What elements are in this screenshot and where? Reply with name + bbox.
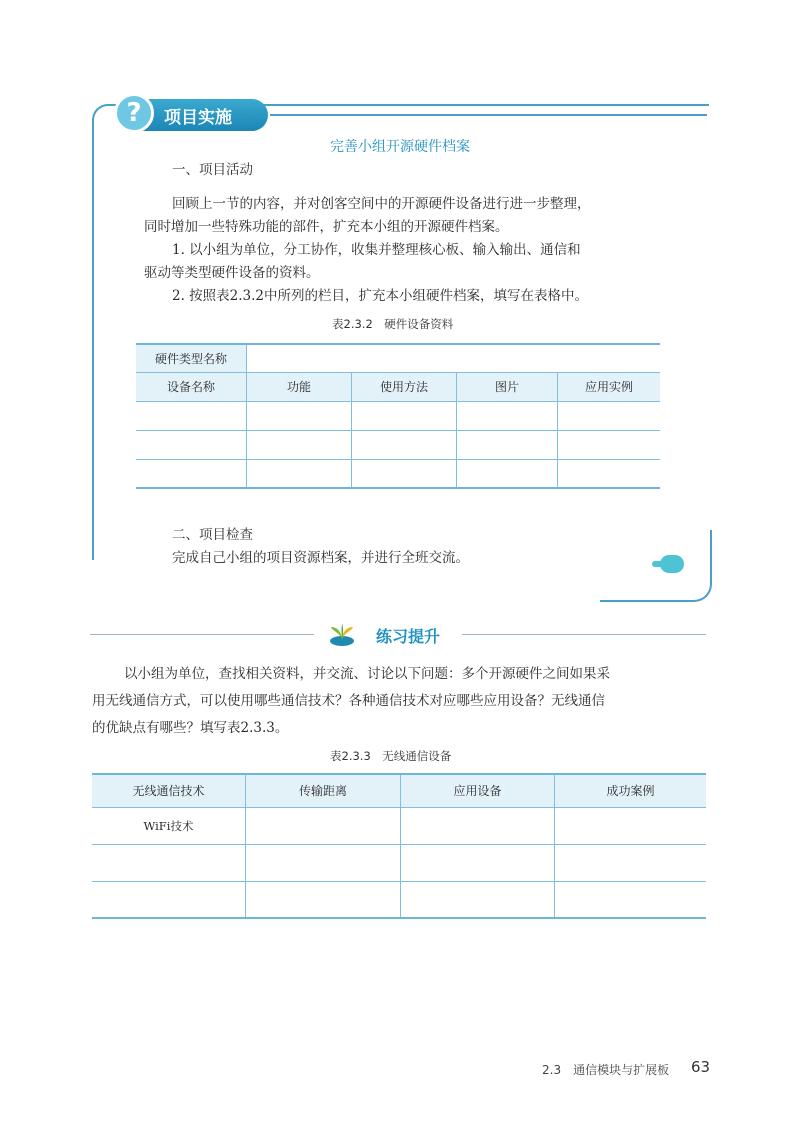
column-header: 传输距离 — [246, 774, 401, 807]
table-2-3-2-caption: 表2.3.2 硬件设备资料 — [332, 317, 454, 331]
column-header: 功能 — [247, 372, 352, 401]
step-2: 2. 按照表2.3.2中所列的栏目，扩充本小组硬件档案，填写在表格中。 — [172, 288, 589, 304]
step-1-line-2: 驱动等类型硬件设备的资料。 — [144, 265, 320, 281]
check-heading: 二、项目检查 — [172, 527, 253, 543]
question-mark-icon: ? — [114, 93, 154, 133]
practice-rule-right — [462, 634, 706, 635]
table-cell: WiFi技术 — [92, 807, 246, 844]
project-subtitle: 完善小组开源硬件档案 — [330, 139, 470, 155]
footer-section-label: 2.3 通信模块与扩展板 — [542, 1063, 670, 1077]
practice-rule-left — [90, 634, 314, 635]
column-header: 应用设备 — [401, 774, 555, 807]
practice-text-line-2: 用无线通信方式，可以使用哪些通信技术？各种通信技术对应哪些应用设备？无线通信 — [92, 693, 605, 709]
page-number: 63 — [691, 1058, 711, 1076]
column-header: 应用实例 — [558, 372, 661, 401]
check-text: 完成自己小组的项目资源档案，并进行全班交流。 — [172, 550, 469, 566]
column-header: 成功案例 — [555, 774, 707, 807]
table-row — [136, 459, 660, 488]
plant-sprout-icon — [328, 621, 356, 647]
table-row — [92, 881, 706, 918]
table-row — [136, 401, 660, 430]
table-row — [92, 807, 706, 844]
practice-text-line-1: 以小组为单位，查找相关资料，并交流、讨论以下问题：多个开源硬件之间如果采 — [124, 666, 610, 682]
intro-line-2: 同时增加一些特殊功能的部件，扩充本小组的开源硬件档案。 — [144, 219, 509, 235]
column-header: 图片 — [457, 372, 558, 401]
section-title: 项目实施 — [164, 108, 232, 128]
table-2-3-3-caption: 表2.3.3 无线通信设备 — [330, 749, 452, 763]
hardware-type-value — [247, 344, 661, 372]
table-row — [92, 844, 706, 881]
column-header: 设备名称 — [136, 372, 247, 401]
practice-title: 练习提升 — [376, 627, 441, 646]
column-header: 使用方法 — [352, 372, 457, 401]
column-header: 无线通信技术 — [92, 774, 246, 807]
hardware-table — [136, 343, 660, 489]
header-rule — [270, 114, 707, 116]
practice-text-line-3: 的优缺点有哪些？填写表2.3.3。 — [92, 720, 289, 736]
step-1-line-1: 1. 以小组为单位，分工协作，收集并整理核心板、输入输出、通信和 — [172, 242, 581, 258]
wireless-table — [92, 773, 706, 919]
pointing-hand-icon — [660, 555, 684, 573]
intro-line-1: 回顾上一节的内容，并对创客空间中的开源硬件设备进行进一步整理， — [172, 196, 591, 212]
hardware-type-label: 硬件类型名称 — [136, 344, 247, 372]
activity-heading: 一、项目活动 — [172, 162, 253, 178]
table-row — [136, 430, 660, 459]
